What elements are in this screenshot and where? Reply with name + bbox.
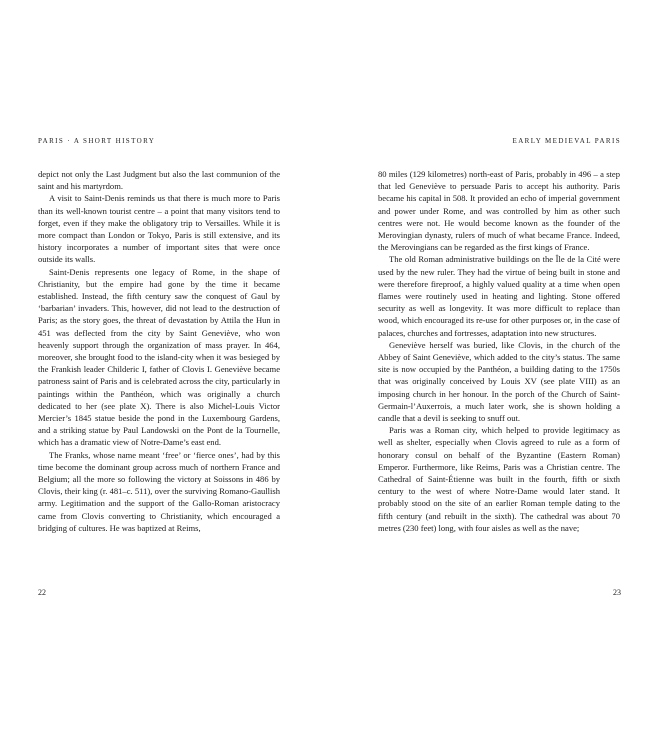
page-number-right: 23	[613, 588, 621, 597]
running-head-left: PARIS · A SHORT HISTORY	[38, 137, 156, 145]
paragraph: The old Roman administrative buildings on the Île de la Cité were used by the new ruler. They had the virtue of being built in stone and were therefore fireproof, a highly valued quality at a time when open flames were routinely used in heating and lighting. Stone offered security as well as longevity. It was more difficult to replace than wood, which encouraged its re-use for other purposes or, in the case of palaces, churches and fortresses, adaptation into new structures.	[378, 254, 620, 338]
paragraph: depict not only the Last Judgment but also the last communion of the saint and his martyrdom.	[38, 169, 280, 192]
left-page-text	[38, 168, 280, 534]
paragraph: A visit to Saint-Denis reminds us that there is much more to Paris than its well-known tourist centre – a point that many visitors tend to forget, even if they make the obligatory trip to Versailles. While it is more compact than London or Tokyo, Paris is still extensive, and its history incorporates a number of important sites that were once outside its walls.	[38, 193, 280, 265]
paragraph: Geneviève herself was buried, like Clovis, in the church of the Abbey of Saint Geneviève, which added to the city’s status. The same site is now occupied by the Panthéon, a building dating to the 1750s that was originally conceived by Louis XV (see plate VIII) as an imposing church in her honour. In the porch of the Church of Saint-Germain-l’Auxerrois, a much later work, she is shown holding a candle that a devil is seeking to snuff out.	[378, 339, 620, 424]
running-head-right: EARLY MEDIEVAL PARIS	[512, 137, 621, 145]
paragraph: 80 miles (129 kilometres) north-east of Paris, probably in 496 – a step that led Geneviève to persuade Paris to accept his authority. Paris became his capital in 508. It provided an echo of imperial government and power under Rome, and was controlled by him as other such centres were not. He would become known as the founder of the Merovingian dynasty, rulers of much of what became France. Indeed, the Merovingians can be regarded as the first kings of France.	[378, 169, 620, 253]
paragraph: Paris was a Roman city, which helped to provide legitimacy as well as shelter, especially when Clovis agreed to rule as a form of honorary consul on behalf of the Byzantine (Eastern Roman) Emperor. Furthermore, like Reims, Paris was a Christian centre. The Cathedral of Saint-Étienne was built in the fourth, fifth or sixth century to the west of where Notre-Dame would later stand. It probably stood on the site of an earlier Roman temple dating to the fifth century (and rebuilt in the sixth). The cathedral was about 70 metres (230 feet) long, with four aisles as well as the nave;	[378, 425, 620, 533]
paragraph: The Franks, whose name meant ‘free’ or ‘fierce ones’, had by this time become the dominant group across much of northern France and Belgium; all the more so following the victory at Soissons in 486 by Clovis, their king (r. 481–c. 511), over the surviving Romano-Gaullish army. Legitimation and the support of the Gallo-Roman aristocracy came from Clovis converting to Christianity, which encouraged a bridging of cultures. He was baptized at Reims,	[38, 449, 280, 533]
paragraph: Saint-Denis represents one legacy of Rome, in the shape of Christianity, but the empire had gone by the time it became established. Instead, the fifth century saw the conquest of Gaul by ‘barbarian’ invaders. This, however, did not lead to the destruction of Paris; as the story goes, the threat of devastation by Attila the Hun in 451 was deflected from the city by Saint Geneviève, who won heavenly support through the organization of mass prayer. In 464, moreover, she brought food to the island-city when it was besieged by the Frankish leader Childeric I, father of Clovis I. Geneviève became patroness saint of Paris and is celebrated across the city, particularly in paintings within the Panthéon, which was originally a church dedicated to her (see plate X). There is also Michel-Louis Victor Mercier’s 1845 statue beside the pond in the Luxembourg Gardens, and a striking statue by Paul Landowski on the Pont de la Tournelle, which has a dramatic view of Notre-Dame’s east end.	[38, 266, 280, 448]
right-page-text	[378, 168, 620, 534]
page-number-left: 22	[38, 588, 46, 597]
